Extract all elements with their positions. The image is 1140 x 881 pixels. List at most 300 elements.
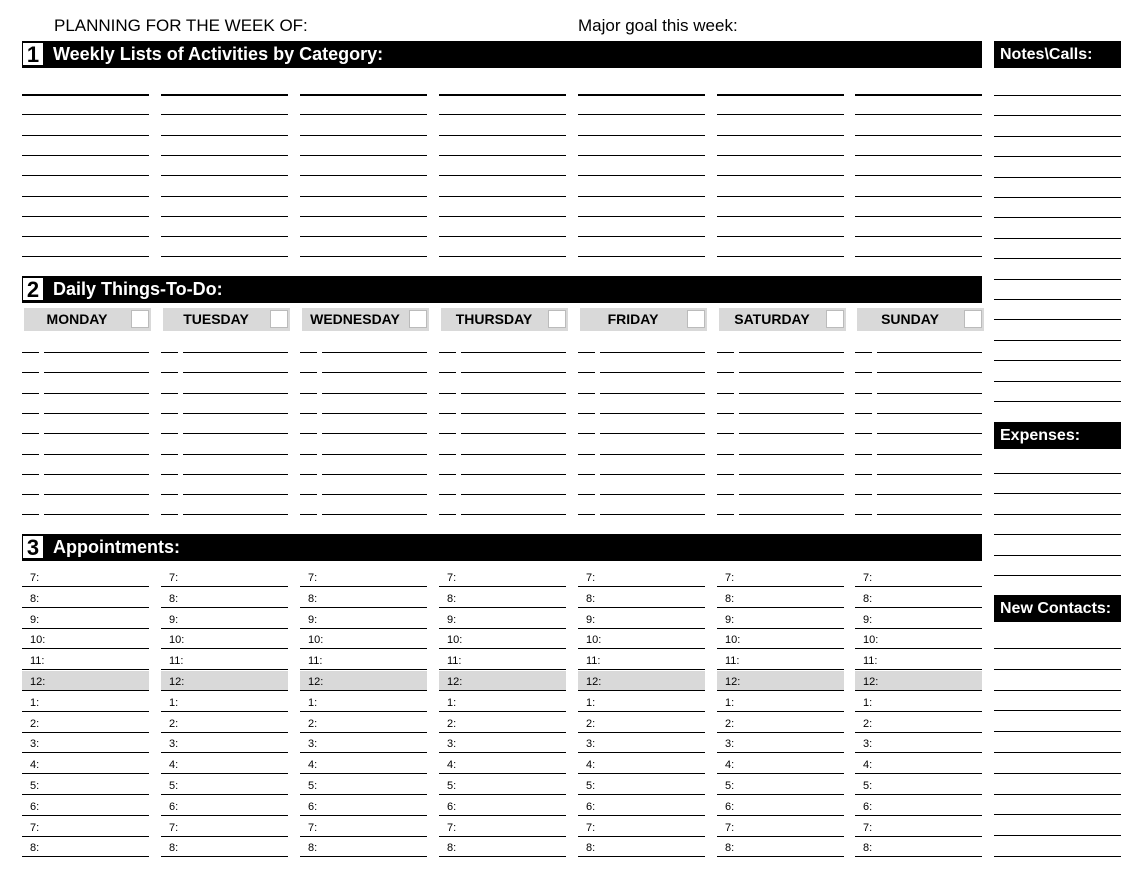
todo-line[interactable]	[183, 494, 288, 495]
weekly-list-line[interactable]	[161, 216, 288, 217]
todo-check-line[interactable]	[161, 433, 178, 434]
appointment-slot[interactable]	[439, 775, 566, 795]
appointment-slot[interactable]	[22, 650, 149, 670]
todo-line[interactable]	[461, 474, 566, 475]
appointment-slot[interactable]	[300, 609, 427, 629]
weekly-list-line[interactable]	[300, 196, 427, 197]
expenses-line[interactable]	[994, 534, 1121, 535]
weekly-list-line[interactable]	[439, 236, 566, 237]
todo-line[interactable]	[739, 393, 844, 394]
day-checkbox[interactable]	[687, 310, 705, 328]
appointment-slot[interactable]	[300, 817, 427, 837]
todo-check-line[interactable]	[300, 514, 317, 515]
todo-line[interactable]	[44, 413, 149, 414]
appointment-slot[interactable]	[300, 733, 427, 753]
weekly-list-line[interactable]	[855, 256, 982, 257]
weekly-list-line[interactable]	[578, 256, 705, 257]
weekly-list-line[interactable]	[161, 236, 288, 237]
appointment-slot[interactable]	[161, 713, 288, 733]
todo-line[interactable]	[322, 433, 427, 434]
todo-line[interactable]	[183, 413, 288, 414]
todo-line[interactable]	[739, 494, 844, 495]
appointment-slot[interactable]	[855, 775, 982, 795]
weekly-list-line[interactable]	[439, 196, 566, 197]
todo-line[interactable]	[739, 514, 844, 515]
todo-line[interactable]	[44, 454, 149, 455]
appointment-slot[interactable]	[578, 671, 705, 691]
todo-line[interactable]	[44, 393, 149, 394]
todo-line[interactable]	[461, 433, 566, 434]
todo-check-line[interactable]	[439, 454, 456, 455]
notes-line[interactable]	[994, 319, 1121, 320]
todo-check-line[interactable]	[22, 433, 39, 434]
todo-check-line[interactable]	[161, 454, 178, 455]
appointment-slot[interactable]	[855, 609, 982, 629]
todo-line[interactable]	[183, 433, 288, 434]
contacts-line[interactable]	[994, 669, 1121, 670]
appointment-slot[interactable]	[855, 692, 982, 712]
notes-line[interactable]	[994, 258, 1121, 259]
todo-line[interactable]	[183, 393, 288, 394]
appointment-slot[interactable]	[161, 650, 288, 670]
appointment-slot[interactable]	[717, 609, 844, 629]
appointment-slot[interactable]	[161, 629, 288, 649]
todo-line[interactable]	[322, 494, 427, 495]
weekly-list-line[interactable]	[22, 216, 149, 217]
weekly-list-line[interactable]	[578, 216, 705, 217]
weekly-list-line[interactable]	[717, 196, 844, 197]
todo-line[interactable]	[739, 474, 844, 475]
appointment-slot[interactable]	[717, 692, 844, 712]
weekly-list-line[interactable]	[300, 236, 427, 237]
contacts-line[interactable]	[994, 835, 1121, 836]
todo-check-line[interactable]	[855, 372, 872, 373]
weekly-list-line[interactable]	[855, 196, 982, 197]
todo-check-line[interactable]	[578, 372, 595, 373]
weekly-list-line[interactable]	[855, 135, 982, 136]
appointment-slot[interactable]	[578, 692, 705, 712]
appointment-slot[interactable]	[717, 588, 844, 608]
todo-check-line[interactable]	[855, 413, 872, 414]
appointment-slot[interactable]	[161, 754, 288, 774]
todo-line[interactable]	[461, 352, 566, 353]
todo-check-line[interactable]	[22, 413, 39, 414]
todo-check-line[interactable]	[439, 494, 456, 495]
appointment-slot[interactable]	[300, 837, 427, 857]
todo-line[interactable]	[461, 372, 566, 373]
todo-check-line[interactable]	[717, 413, 734, 414]
contacts-line[interactable]	[994, 856, 1121, 857]
appointment-slot[interactable]	[22, 817, 149, 837]
todo-check-line[interactable]	[300, 352, 317, 353]
appointment-slot[interactable]	[161, 567, 288, 587]
appointment-slot[interactable]	[855, 671, 982, 691]
todo-line[interactable]	[600, 393, 705, 394]
todo-line[interactable]	[183, 352, 288, 353]
weekly-list-line[interactable]	[22, 175, 149, 176]
todo-check-line[interactable]	[300, 433, 317, 434]
appointment-slot[interactable]	[439, 754, 566, 774]
weekly-list-line[interactable]	[161, 256, 288, 257]
appointment-slot[interactable]	[717, 837, 844, 857]
todo-line[interactable]	[877, 454, 982, 455]
appointment-slot[interactable]	[578, 609, 705, 629]
weekly-list-line[interactable]	[855, 94, 982, 96]
weekly-list-line[interactable]	[439, 155, 566, 156]
appointment-slot[interactable]	[855, 796, 982, 816]
appointment-slot[interactable]	[439, 671, 566, 691]
weekly-list-line[interactable]	[439, 175, 566, 176]
todo-check-line[interactable]	[855, 352, 872, 353]
day-checkbox[interactable]	[131, 310, 149, 328]
appointment-slot[interactable]	[300, 671, 427, 691]
appointment-slot[interactable]	[717, 733, 844, 753]
todo-check-line[interactable]	[578, 433, 595, 434]
appointment-slot[interactable]	[22, 713, 149, 733]
notes-line[interactable]	[994, 340, 1121, 341]
appointment-slot[interactable]	[855, 754, 982, 774]
weekly-list-line[interactable]	[161, 114, 288, 115]
todo-line[interactable]	[322, 514, 427, 515]
appointment-slot[interactable]	[439, 692, 566, 712]
todo-check-line[interactable]	[300, 413, 317, 414]
appointment-slot[interactable]	[855, 650, 982, 670]
todo-check-line[interactable]	[717, 372, 734, 373]
todo-check-line[interactable]	[578, 454, 595, 455]
weekly-list-line[interactable]	[161, 196, 288, 197]
appointment-slot[interactable]	[439, 629, 566, 649]
appointment-slot[interactable]	[22, 775, 149, 795]
appointment-slot[interactable]	[22, 567, 149, 587]
todo-line[interactable]	[877, 514, 982, 515]
appointment-slot[interactable]	[578, 650, 705, 670]
notes-line[interactable]	[994, 238, 1121, 239]
todo-check-line[interactable]	[161, 494, 178, 495]
appointment-slot[interactable]	[717, 567, 844, 587]
weekly-list-line[interactable]	[578, 175, 705, 176]
todo-check-line[interactable]	[439, 352, 456, 353]
todo-check-line[interactable]	[717, 433, 734, 434]
todo-check-line[interactable]	[855, 454, 872, 455]
todo-check-line[interactable]	[22, 352, 39, 353]
todo-line[interactable]	[600, 454, 705, 455]
todo-check-line[interactable]	[855, 474, 872, 475]
contacts-line[interactable]	[994, 690, 1121, 691]
weekly-list-line[interactable]	[439, 256, 566, 257]
todo-line[interactable]	[877, 393, 982, 394]
appointment-slot[interactable]	[22, 671, 149, 691]
todo-check-line[interactable]	[161, 413, 178, 414]
appointment-slot[interactable]	[439, 817, 566, 837]
todo-line[interactable]	[322, 474, 427, 475]
weekly-list-line[interactable]	[855, 114, 982, 115]
appointment-slot[interactable]	[439, 650, 566, 670]
todo-check-line[interactable]	[578, 474, 595, 475]
contacts-line[interactable]	[994, 648, 1121, 649]
weekly-list-line[interactable]	[717, 175, 844, 176]
expenses-line[interactable]	[994, 575, 1121, 576]
todo-line[interactable]	[600, 413, 705, 414]
appointment-slot[interactable]	[578, 629, 705, 649]
todo-line[interactable]	[322, 372, 427, 373]
todo-line[interactable]	[877, 494, 982, 495]
appointment-slot[interactable]	[161, 692, 288, 712]
weekly-list-line[interactable]	[855, 236, 982, 237]
todo-check-line[interactable]	[439, 413, 456, 414]
weekly-list-line[interactable]	[717, 114, 844, 115]
weekly-list-line[interactable]	[717, 155, 844, 156]
todo-line[interactable]	[739, 454, 844, 455]
appointment-slot[interactable]	[161, 775, 288, 795]
notes-line[interactable]	[994, 299, 1121, 300]
notes-line[interactable]	[994, 197, 1121, 198]
appointment-slot[interactable]	[22, 588, 149, 608]
todo-line[interactable]	[739, 413, 844, 414]
todo-check-line[interactable]	[439, 474, 456, 475]
todo-check-line[interactable]	[717, 352, 734, 353]
appointment-slot[interactable]	[22, 629, 149, 649]
weekly-list-line[interactable]	[578, 114, 705, 115]
weekly-list-line[interactable]	[161, 155, 288, 156]
weekly-list-line[interactable]	[717, 216, 844, 217]
appointment-slot[interactable]	[578, 754, 705, 774]
weekly-list-line[interactable]	[22, 196, 149, 197]
notes-line[interactable]	[994, 136, 1121, 137]
expenses-line[interactable]	[994, 493, 1121, 494]
contacts-line[interactable]	[994, 773, 1121, 774]
contacts-line[interactable]	[994, 794, 1121, 795]
weekly-list-line[interactable]	[439, 114, 566, 115]
todo-check-line[interactable]	[855, 393, 872, 394]
weekly-list-line[interactable]	[300, 216, 427, 217]
contacts-line[interactable]	[994, 752, 1121, 753]
appointment-slot[interactable]	[22, 609, 149, 629]
weekly-list-line[interactable]	[717, 256, 844, 257]
appointment-slot[interactable]	[439, 733, 566, 753]
todo-line[interactable]	[600, 433, 705, 434]
appointment-slot[interactable]	[578, 817, 705, 837]
appointment-slot[interactable]	[161, 796, 288, 816]
appointment-slot[interactable]	[578, 567, 705, 587]
appointment-slot[interactable]	[22, 837, 149, 857]
todo-check-line[interactable]	[300, 454, 317, 455]
weekly-list-line[interactable]	[22, 94, 149, 96]
weekly-list-line[interactable]	[717, 236, 844, 237]
todo-line[interactable]	[44, 514, 149, 515]
appointment-slot[interactable]	[439, 567, 566, 587]
appointment-slot[interactable]	[578, 837, 705, 857]
todo-check-line[interactable]	[161, 474, 178, 475]
todo-check-line[interactable]	[300, 494, 317, 495]
appointment-slot[interactable]	[717, 629, 844, 649]
weekly-list-line[interactable]	[300, 114, 427, 115]
appointment-slot[interactable]	[300, 567, 427, 587]
todo-check-line[interactable]	[300, 372, 317, 373]
contacts-line[interactable]	[994, 710, 1121, 711]
appointment-slot[interactable]	[855, 713, 982, 733]
todo-check-line[interactable]	[22, 393, 39, 394]
appointment-slot[interactable]	[300, 713, 427, 733]
appointment-slot[interactable]	[855, 588, 982, 608]
todo-check-line[interactable]	[161, 514, 178, 515]
appointment-slot[interactable]	[855, 567, 982, 587]
appointment-slot[interactable]	[300, 754, 427, 774]
todo-line[interactable]	[739, 433, 844, 434]
todo-check-line[interactable]	[855, 494, 872, 495]
todo-check-line[interactable]	[22, 372, 39, 373]
appointment-slot[interactable]	[717, 796, 844, 816]
appointment-slot[interactable]	[578, 796, 705, 816]
appointment-slot[interactable]	[717, 817, 844, 837]
appointment-slot[interactable]	[717, 650, 844, 670]
appointment-slot[interactable]	[22, 692, 149, 712]
appointment-slot[interactable]	[300, 650, 427, 670]
weekly-list-line[interactable]	[578, 155, 705, 156]
todo-check-line[interactable]	[578, 352, 595, 353]
expenses-line[interactable]	[994, 514, 1121, 515]
todo-check-line[interactable]	[300, 393, 317, 394]
notes-line[interactable]	[994, 95, 1121, 96]
todo-line[interactable]	[877, 474, 982, 475]
appointment-slot[interactable]	[717, 775, 844, 795]
appointment-slot[interactable]	[161, 609, 288, 629]
day-checkbox[interactable]	[964, 310, 982, 328]
appointment-slot[interactable]	[578, 775, 705, 795]
appointment-slot[interactable]	[578, 588, 705, 608]
todo-line[interactable]	[44, 372, 149, 373]
weekly-list-line[interactable]	[161, 175, 288, 176]
todo-line[interactable]	[183, 474, 288, 475]
appointment-slot[interactable]	[22, 796, 149, 816]
weekly-list-line[interactable]	[22, 256, 149, 257]
appointment-slot[interactable]	[161, 671, 288, 691]
appointment-slot[interactable]	[439, 713, 566, 733]
todo-line[interactable]	[44, 352, 149, 353]
todo-check-line[interactable]	[439, 393, 456, 394]
todo-line[interactable]	[600, 474, 705, 475]
appointment-slot[interactable]	[578, 733, 705, 753]
todo-check-line[interactable]	[161, 352, 178, 353]
contacts-line[interactable]	[994, 814, 1121, 815]
todo-check-line[interactable]	[717, 474, 734, 475]
todo-check-line[interactable]	[161, 393, 178, 394]
appointment-slot[interactable]	[161, 837, 288, 857]
todo-check-line[interactable]	[439, 372, 456, 373]
appointment-slot[interactable]	[855, 733, 982, 753]
appointment-slot[interactable]	[439, 588, 566, 608]
todo-check-line[interactable]	[717, 454, 734, 455]
todo-line[interactable]	[183, 372, 288, 373]
notes-line[interactable]	[994, 279, 1121, 280]
appointment-slot[interactable]	[300, 629, 427, 649]
todo-check-line[interactable]	[578, 494, 595, 495]
contacts-line[interactable]	[994, 731, 1121, 732]
todo-line[interactable]	[183, 454, 288, 455]
todo-check-line[interactable]	[717, 514, 734, 515]
todo-check-line[interactable]	[439, 514, 456, 515]
todo-check-line[interactable]	[578, 413, 595, 414]
weekly-list-line[interactable]	[22, 135, 149, 136]
day-checkbox[interactable]	[548, 310, 566, 328]
todo-check-line[interactable]	[439, 433, 456, 434]
notes-line[interactable]	[994, 401, 1121, 402]
weekly-list-line[interactable]	[22, 155, 149, 156]
appointment-slot[interactable]	[439, 609, 566, 629]
todo-line[interactable]	[739, 352, 844, 353]
appointment-slot[interactable]	[161, 588, 288, 608]
todo-line[interactable]	[322, 454, 427, 455]
todo-line[interactable]	[877, 433, 982, 434]
weekly-list-line[interactable]	[22, 236, 149, 237]
todo-check-line[interactable]	[22, 494, 39, 495]
todo-check-line[interactable]	[161, 372, 178, 373]
weekly-list-line[interactable]	[855, 155, 982, 156]
day-checkbox[interactable]	[409, 310, 427, 328]
todo-check-line[interactable]	[22, 454, 39, 455]
todo-line[interactable]	[461, 454, 566, 455]
appointment-slot[interactable]	[578, 713, 705, 733]
todo-check-line[interactable]	[855, 514, 872, 515]
expenses-line[interactable]	[994, 473, 1121, 474]
todo-line[interactable]	[461, 413, 566, 414]
weekly-list-line[interactable]	[855, 216, 982, 217]
weekly-list-line[interactable]	[300, 94, 427, 96]
appointment-slot[interactable]	[300, 775, 427, 795]
weekly-list-line[interactable]	[161, 94, 288, 96]
todo-check-line[interactable]	[717, 393, 734, 394]
todo-check-line[interactable]	[22, 514, 39, 515]
todo-line[interactable]	[600, 372, 705, 373]
appointment-slot[interactable]	[161, 733, 288, 753]
day-checkbox[interactable]	[826, 310, 844, 328]
appointment-slot[interactable]	[300, 796, 427, 816]
appointment-slot[interactable]	[717, 754, 844, 774]
weekly-list-line[interactable]	[300, 175, 427, 176]
todo-line[interactable]	[322, 352, 427, 353]
appointment-slot[interactable]	[855, 837, 982, 857]
todo-line[interactable]	[322, 393, 427, 394]
todo-line[interactable]	[600, 352, 705, 353]
appointment-slot[interactable]	[439, 796, 566, 816]
weekly-list-line[interactable]	[439, 216, 566, 217]
todo-line[interactable]	[44, 494, 149, 495]
appointment-slot[interactable]	[300, 588, 427, 608]
weekly-list-line[interactable]	[717, 135, 844, 136]
appointment-slot[interactable]	[717, 671, 844, 691]
appointment-slot[interactable]	[22, 733, 149, 753]
todo-line[interactable]	[322, 413, 427, 414]
day-checkbox[interactable]	[270, 310, 288, 328]
todo-check-line[interactable]	[578, 393, 595, 394]
notes-line[interactable]	[994, 217, 1121, 218]
weekly-list-line[interactable]	[161, 135, 288, 136]
todo-line[interactable]	[877, 352, 982, 353]
weekly-list-line[interactable]	[578, 196, 705, 197]
weekly-list-line[interactable]	[300, 155, 427, 156]
weekly-list-line[interactable]	[439, 94, 566, 96]
appointment-slot[interactable]	[161, 817, 288, 837]
todo-line[interactable]	[461, 494, 566, 495]
todo-check-line[interactable]	[717, 494, 734, 495]
todo-line[interactable]	[600, 514, 705, 515]
weekly-list-line[interactable]	[439, 135, 566, 136]
weekly-list-line[interactable]	[22, 114, 149, 115]
todo-line[interactable]	[44, 474, 149, 475]
todo-line[interactable]	[461, 514, 566, 515]
appointment-slot[interactable]	[300, 692, 427, 712]
appointment-slot[interactable]	[855, 817, 982, 837]
notes-line[interactable]	[994, 156, 1121, 157]
